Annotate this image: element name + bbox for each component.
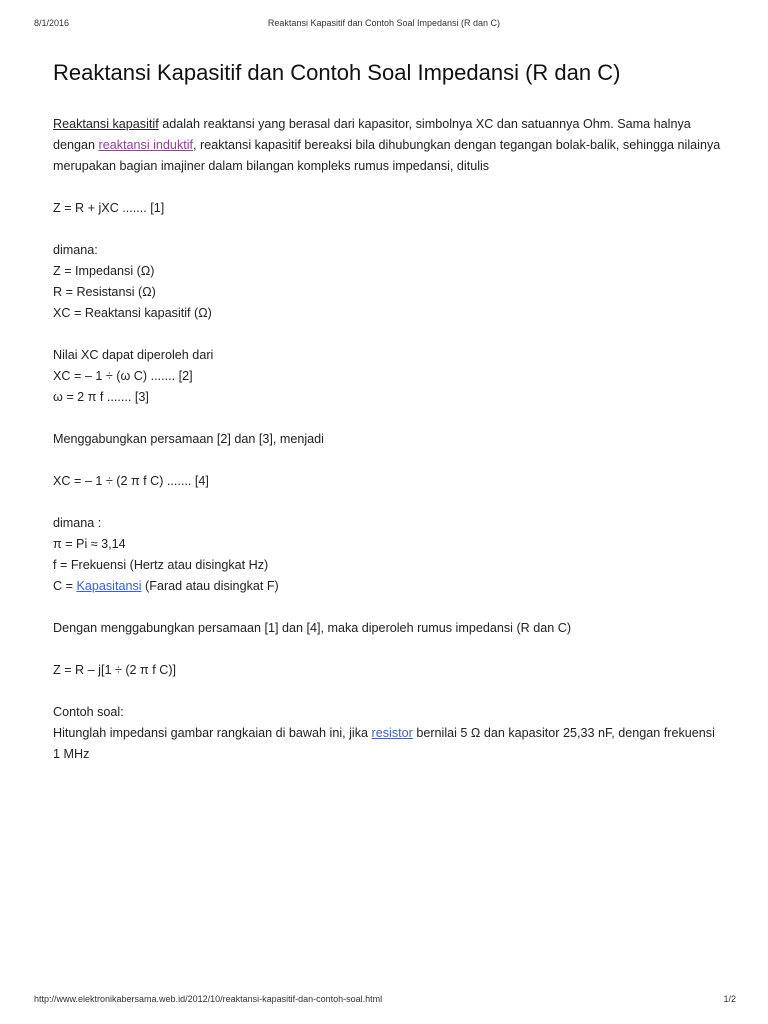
reaktansi-kapasitif-link[interactable]: Reaktansi kapasitif	[53, 117, 159, 131]
def-kapasitansi-suffix: (Farad atau disingkat F)	[141, 579, 279, 593]
intro-paragraph	[53, 114, 723, 177]
definitions-label: dimana:	[53, 243, 98, 257]
page-number: 1/2	[723, 994, 736, 1004]
def-kapasitansi-prefix: C =	[53, 579, 77, 593]
footer-url: http://www.elektronikabersama.web.id/2012/10/reaktansi-kapasitif-dan-contoh-soal.html	[34, 994, 383, 1004]
definitions-2	[53, 513, 723, 597]
definitions-label-2: dimana :	[53, 516, 102, 530]
definitions-1	[53, 240, 723, 324]
intro-text-1: adalah reaktansi yang berasal dari kapasitor, simbolnya XC dan satuannya Ohm. Sama halnya dengan	[53, 117, 691, 152]
intro-text-2: , reaktansi kapasitif bereaksi bila dihubungkan dengan tegangan bolak-balik, sehingga nilainya merupakan bagian imajiner dalam bilangan kompleks rumus impedansi, ditulis	[53, 138, 721, 173]
def-resistansi: R = Resistansi (Ω)	[53, 285, 156, 299]
xc-block	[53, 345, 723, 408]
def-reaktansi: XC = Reaktansi kapasitif (Ω)	[53, 306, 212, 320]
example-text-2: bernilai 5 Ω dan kapasitor 25,33 nF, dengan frekuensi 1 MHz	[53, 726, 715, 761]
def-pi: π = Pi ≈ 3,14	[53, 537, 126, 551]
reaktansi-induktif-link[interactable]: reaktansi induktif	[98, 138, 194, 152]
equation-4: XC = – 1 ÷ (2 π f C) ....... [4]	[53, 474, 209, 488]
print-date: 8/1/2016	[34, 18, 70, 28]
resistor-link[interactable]: resistor	[371, 726, 413, 740]
def-impedansi: Z = Impedansi (Ω)	[53, 264, 155, 278]
article-title: Reaktansi Kapasitif dan Contoh Soal Impedansi (R dan C)	[53, 60, 621, 85]
equation-2: XC = – 1 ÷ (ω C) ....... [2]	[53, 369, 193, 383]
print-title: Reaktansi Kapasitif dan Contoh Soal Impedansi (R dan C)	[267, 18, 501, 28]
article	[53, 58, 723, 786]
example-text-1: Hitunglah impedansi gambar rangkaian di bawah ini, jika	[53, 726, 372, 740]
kapasitansi-link[interactable]: Kapasitansi	[76, 579, 142, 593]
example-label: Contoh soal:	[53, 705, 124, 719]
equation-5: Z = R – j[1 ÷ (2 π f C)]	[53, 663, 177, 677]
xc-intro: Nilai XC dapat diperoleh dari	[53, 348, 214, 362]
equation-3: ω = 2 π f ....... [3]	[53, 390, 149, 404]
def-frekuensi: f = Frekuensi (Hertz atau disingkat Hz)	[53, 558, 269, 572]
example-paragraph	[53, 702, 723, 765]
equation-1: Z = R + jXC ....... [1]	[53, 201, 165, 215]
combine-paragraph-1: Menggabungkan persamaan [2] dan [3], menjadi	[53, 432, 324, 446]
combine-paragraph-2: Dengan menggabungkan persamaan [1] dan [4], maka diperoleh rumus impedansi (R dan C)	[53, 621, 572, 635]
